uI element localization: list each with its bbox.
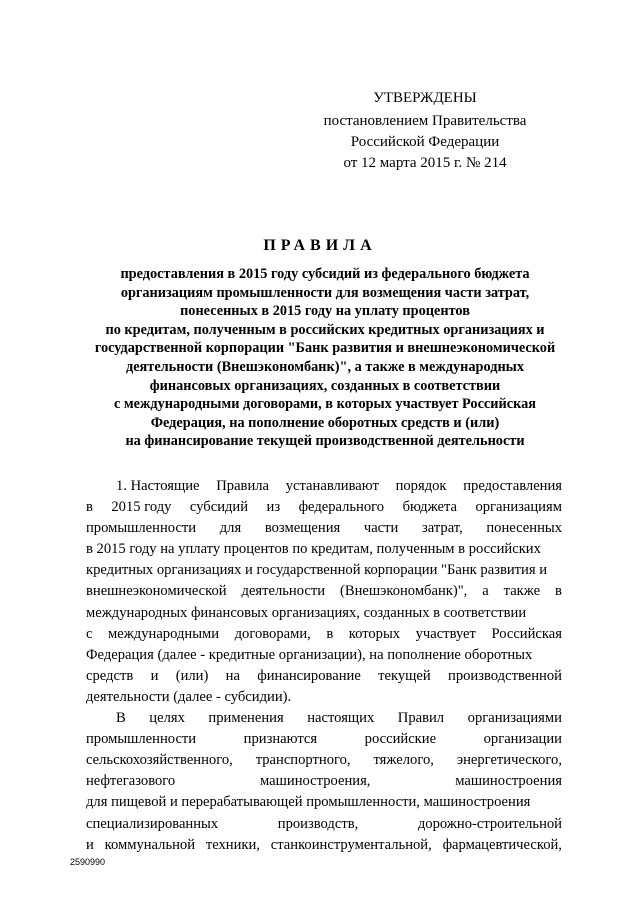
word: а (482, 583, 489, 600)
text-line (86, 666, 562, 687)
word: станкоинструментальной, (270, 836, 432, 853)
word: дорожно-строительной (417, 815, 562, 832)
word: (Внешэкономбанк)", (339, 583, 468, 600)
text-line (86, 687, 562, 708)
word: и (86, 836, 94, 853)
text-line (86, 750, 562, 771)
subtitle-line: предоставления в 2015 году субсидий из федерального бюджета (120, 266, 530, 282)
text-line (86, 645, 562, 666)
approval-line: постановлением Правительства (323, 113, 527, 129)
word: техники, (205, 836, 260, 853)
subtitle-line: организациям промышленности для возмещения части затрат, (120, 284, 530, 301)
word: для (219, 520, 242, 537)
word: также (503, 583, 541, 600)
word: машиностроения, (260, 773, 371, 790)
document-subtitle (80, 265, 570, 451)
word: участвует (415, 625, 476, 642)
text-line (86, 835, 562, 856)
word: деятельности (далее - субсидии). (86, 688, 292, 705)
text-line (86, 539, 562, 560)
text-line (86, 708, 562, 729)
word: финансирование (257, 667, 361, 684)
word: и (150, 667, 159, 684)
approval-line: Российской Федерации (350, 134, 500, 150)
word: в (86, 499, 93, 516)
text-line (86, 792, 562, 813)
word: федерального (298, 499, 385, 516)
word: для пищевой и перерабатывающей промышленности, машиностроения (86, 794, 531, 811)
word: в (555, 583, 562, 600)
word: 1. Настоящие (116, 478, 200, 494)
text-line (86, 518, 562, 539)
text-line (86, 581, 562, 602)
word: машиностроения (455, 773, 562, 790)
word: (или) (175, 667, 209, 684)
subtitle-line: с международными договорами, в которых участвует Российская (114, 396, 536, 413)
word: порядок (395, 478, 447, 494)
word: договорами, (234, 625, 311, 642)
word: устанавливают (285, 478, 379, 494)
word: предоставления (463, 478, 562, 494)
word: с (86, 625, 93, 642)
text-line (86, 624, 562, 645)
word: Правил (397, 710, 445, 727)
word: средств (86, 667, 134, 684)
word: деятельности (241, 583, 326, 600)
word: части (363, 520, 399, 537)
subtitle-line: государственной корпорации "Банк развития и внешнеэкономической (94, 340, 556, 357)
word: специализированных (86, 815, 219, 832)
word: организациям (475, 499, 562, 516)
word: в 2015 году на уплату процентов по кредитам, полученным в российских (86, 541, 541, 558)
text-line (86, 560, 562, 581)
word: Российская (491, 625, 562, 642)
word: международными (108, 625, 220, 642)
word: которых (348, 625, 401, 642)
word: кредитных организациях и государственной корпорации "Банк развития и (86, 562, 548, 579)
word: промышленности (86, 520, 197, 537)
word: из (266, 499, 281, 516)
subtitle-line: понесенных в 2015 году на уплату процентов (180, 303, 470, 320)
word: субсидий (189, 499, 249, 516)
text-line (86, 814, 562, 835)
word: понесенных (486, 520, 562, 537)
document-body (86, 476, 562, 856)
approval-header: УТВЕРЖДЕНЫ (373, 90, 477, 106)
word: сельскохозяйственного, (86, 752, 233, 769)
word: организации (483, 731, 562, 748)
word: признаются (243, 731, 318, 748)
word: Правила (216, 478, 270, 494)
approval-block (300, 88, 550, 174)
word: энергетического, (456, 752, 562, 769)
word: В (116, 710, 126, 727)
subtitle-line: на финансирование текущей производственной деятельности (125, 433, 525, 450)
word: организациями (467, 710, 562, 727)
text-line (86, 729, 562, 750)
word: затрат, (421, 520, 463, 537)
word: российские (364, 731, 437, 748)
text-line (86, 603, 562, 624)
word: целях (149, 710, 185, 727)
word: 2015 году (111, 499, 172, 516)
approval-line: от 12 марта 2015 г. № 214 (343, 155, 507, 171)
word: производственной (448, 667, 562, 684)
word: производств, (277, 815, 359, 832)
word: настоящих (307, 710, 375, 727)
subtitle-line: по кредитам, полученным в российских кредитных организациях и (105, 321, 545, 338)
word: тяжелого, (373, 752, 434, 769)
document-number: 2590990 (70, 857, 106, 867)
word: Федерация (далее - кредитные организации), на пополнение оборотных (86, 646, 533, 663)
word: в (326, 625, 334, 642)
subtitle-line: финансовых организациях, созданных в соответствии (149, 377, 501, 394)
paragraph-1 (86, 476, 562, 708)
document-title: ПРАВИЛА (263, 237, 377, 254)
word: международных финансовых организациях, созданных в соответствии (86, 604, 527, 621)
word: нефтегазового (86, 773, 176, 790)
word: возмещения (264, 520, 341, 537)
text-line (86, 497, 562, 518)
text-line (86, 771, 562, 792)
word: промышленности (86, 731, 197, 748)
subtitle-line: Федерация, на пополнение оборотных средств и (или) (150, 414, 500, 431)
text-line (86, 476, 562, 497)
word: применения (208, 710, 284, 727)
word: внешнеэкономической (86, 583, 227, 600)
word: транспортного, (255, 752, 351, 769)
word: коммунальной (104, 836, 196, 853)
word: фармацевтической, (442, 836, 562, 853)
word: бюджета (402, 499, 457, 516)
word: текущей (378, 667, 431, 684)
word: на (225, 667, 240, 684)
subtitle-line: деятельности (Внешэкономбанк)", а также в международных (125, 358, 524, 375)
paragraph-2 (86, 708, 562, 856)
